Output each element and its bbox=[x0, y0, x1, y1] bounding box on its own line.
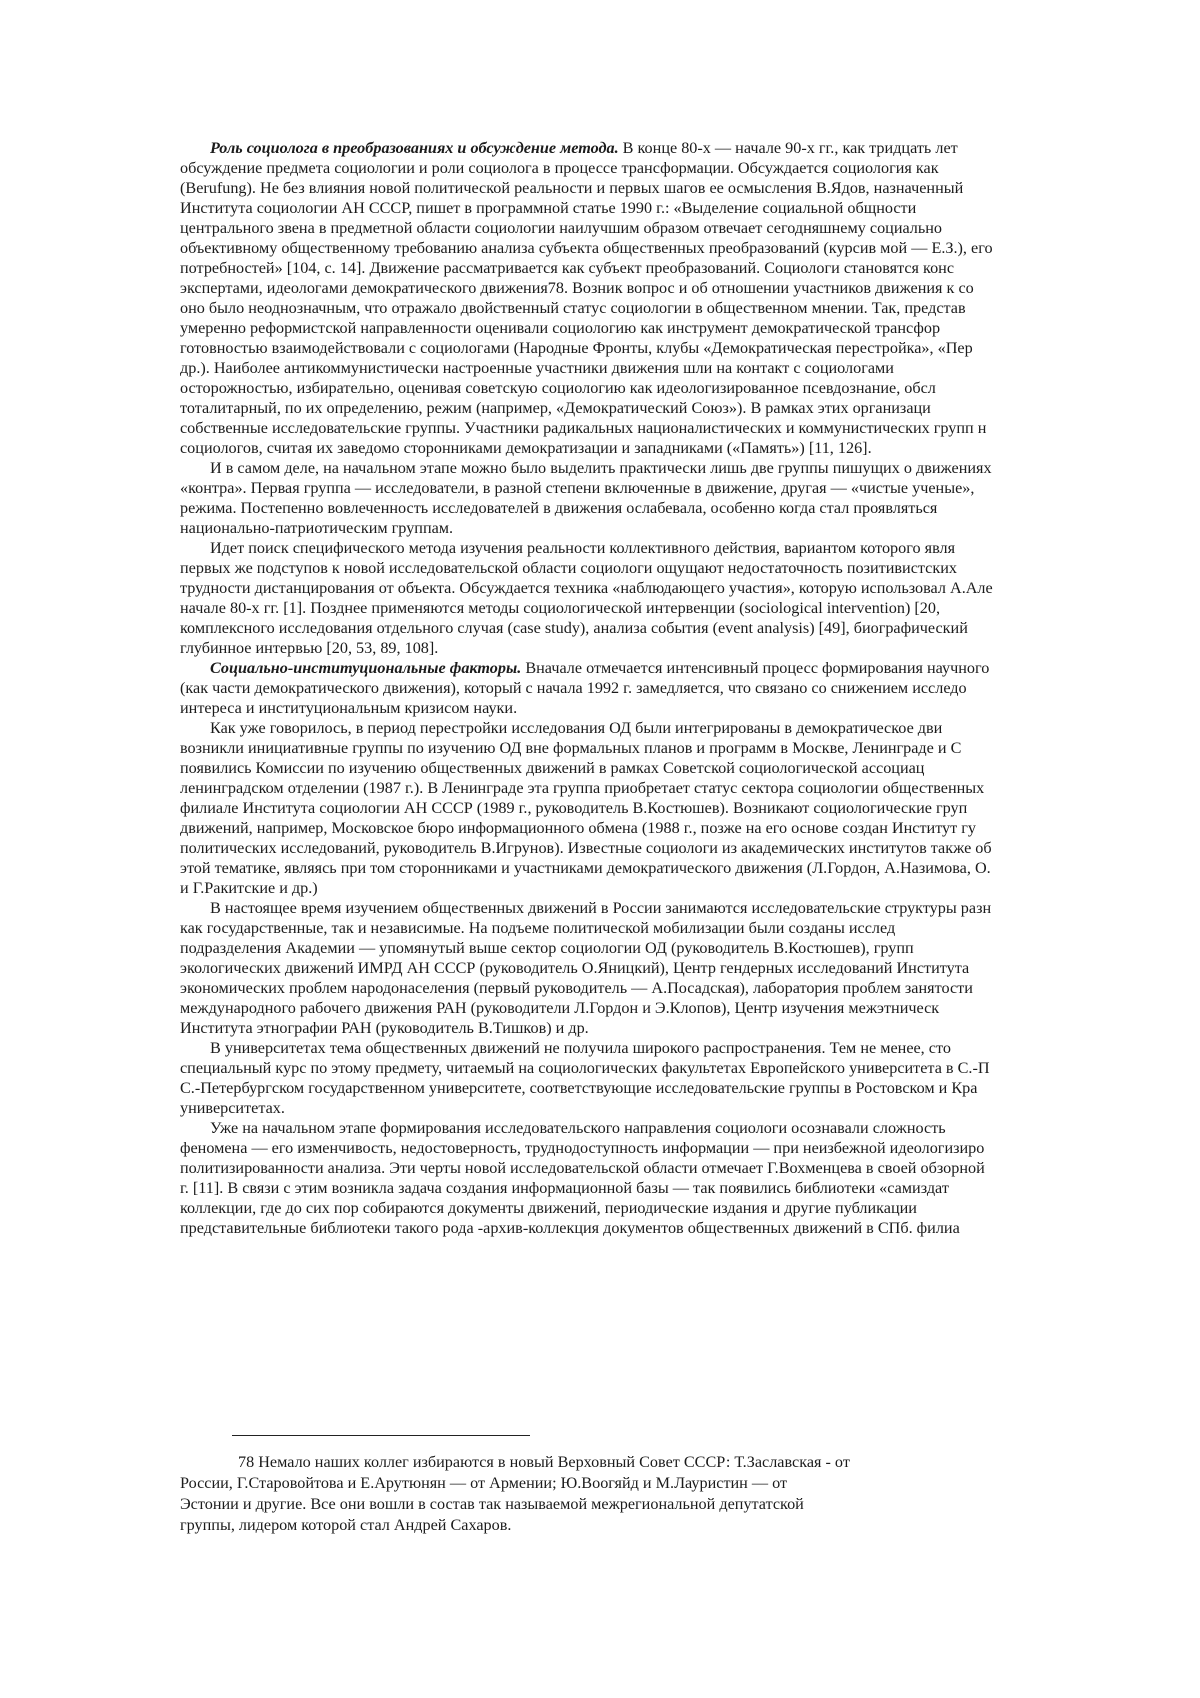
text-line: трудности дистанцирования от объекта. Обсуждается техника «наблюдающего участия», которую использовал А.Але bbox=[180, 579, 993, 597]
text-line: специальный курс по этому предмету, читаемый на социологических факультетах Европейского университета в С.-П bbox=[180, 1059, 990, 1077]
paragraph bbox=[180, 1038, 1195, 1118]
text-line: осторожностью, избирательно, оценивая советскую социологию как идеологизированное псевдознание, обсл bbox=[180, 379, 936, 397]
footnote-line: группы, лидером которой стал Андрей Сахаров. bbox=[180, 1516, 512, 1534]
paragraph bbox=[180, 718, 1195, 898]
text-line: обсуждение предмета социологии и роли социолога в процессе трансформации. Обсуждается социология как bbox=[180, 159, 939, 177]
paragraph-continuation bbox=[180, 158, 1195, 458]
text-line: возникли инициативные группы по изучению ОД вне формальных планов и программ в Москве, Ленинграде и С bbox=[180, 739, 962, 757]
footnote-line: 78 Немало наших коллег избираются в новый Верховный Совет СССР: Т.Заславская - от bbox=[238, 1453, 850, 1471]
text-line: Института социологии АН СССР, пишет в программной статье 1990 г.: «Выделение социальной общности bbox=[180, 199, 917, 217]
text-line: др.). Наиболее антикоммунистически настроенные участники движения шли на контакт с социологами bbox=[180, 359, 894, 377]
text-line: режима. Постепенно вовлеченность исследователей в движения ослабевала, особенно когда стал проявляться bbox=[180, 499, 938, 517]
section-heading: Социально-институциональные факторы. bbox=[210, 659, 522, 677]
text-line: феномена — его изменчивость, недостоверность, труднодоступность информации — при неизбежной идеологизиро bbox=[180, 1139, 985, 1157]
text-line: Уже на начальном этапе формирования исследовательского направления социологи осознавали сложность bbox=[210, 1119, 946, 1137]
text-line: политических исследований, руководитель В.Игрунов). Известные социологи из академических институтов также об bbox=[180, 839, 992, 857]
text-line: В настоящее время изучением общественных движений в России занимаются исследовательские структуры разн bbox=[210, 899, 992, 917]
text-line: «контра». Первая группа — исследователи, в разной степени включенные в движение, другая — «чистые ученые», bbox=[180, 479, 975, 497]
text-line: подразделения Академии — упомянутый выше сектор социологии ОД (руководитель В.Костюшев), групп bbox=[180, 939, 914, 957]
text-line: политизированности анализа. Эти черты новой исследовательской области отмечает Г.Вохменцева в своей обзорной bbox=[180, 1159, 985, 1177]
text-line: как государственные, так и независимые. На подъеме политической мобилизации были созданы исслед bbox=[180, 919, 896, 937]
text-line: И в самом деле, на начальном этапе можно было выделить практически лишь две группы пишущих о движениях bbox=[210, 459, 992, 477]
text-line: В университетах тема общественных движений не получила широкого распространения. Тем не менее, сто bbox=[210, 1039, 951, 1057]
text-line: оно было неоднозначным, что отражало двойственный статус социологии в общественном мнении. Так, представ bbox=[180, 299, 966, 317]
text-line: этой тематике, являясь при том сторонниками и участниками демократического движения (Л.Гордон, А.Назимова, О. bbox=[180, 859, 991, 877]
text-line: комплексного исследования отдельного случая (case study), анализа события (event analysis) [49], биографический bbox=[180, 619, 968, 637]
footnote-line: Эстонии и другие. Все они вошли в состав так называемой межрегиональной депутатской bbox=[180, 1495, 804, 1513]
text-line: университетах. bbox=[180, 1099, 285, 1117]
paragraph-continuation bbox=[180, 678, 1195, 718]
paragraph bbox=[180, 898, 1195, 1038]
text-line: объективному общественному требованию анализа субъекта общественных преобразований (курсив мой — Е.З.), его bbox=[180, 239, 993, 257]
text-line: Как уже говорилось, в период перестройки исследования ОД были интегрированы в демократическое дви bbox=[210, 719, 943, 737]
text-line: интереса и институциональным кризисом науки. bbox=[180, 699, 518, 717]
paragraph bbox=[180, 538, 1195, 658]
text-line: ленинградском отделении (1987 г.). В Ленинграде эта группа приобретает статус сектора социологии общественных bbox=[180, 779, 985, 797]
text-line: коллекции, где до сих пор собираются документы движений, периодические издания и другие публикации bbox=[180, 1199, 917, 1217]
text-line: первых же подступов к новой исследовательской области социологи ощущают недостаточность позитивистских bbox=[180, 559, 957, 577]
text-line: Идет поиск специфического метода изучения реальности коллективного действия, вариантом которого явля bbox=[210, 539, 956, 557]
footnote bbox=[180, 1452, 1028, 1536]
text-line: экологических движений ИМРД АН СССР (руководитель О.Яницкий), Центр гендерных исследований Института bbox=[180, 959, 970, 977]
paragraph bbox=[180, 458, 1195, 538]
paragraph: Социально-институциональные факторы. Вначале отмечается интенсивный процесс формирования научного bbox=[210, 659, 990, 677]
footnote-divider bbox=[232, 1435, 530, 1436]
text-line: С.-Петербургском государственном университете, соответствующие исследовательские группы в Ростовском и Кра bbox=[180, 1079, 978, 1097]
text-line: представительные библиотеки такого рода -архив-коллекция документов общественных движений в СПб. филиа bbox=[180, 1219, 960, 1237]
text-line: умеренно реформистской направленности оценивали социологию как инструмент демократической трансфор bbox=[180, 319, 941, 337]
text-line: глубинное интервью [20, 53, 89, 108]. bbox=[180, 639, 439, 657]
text-line: и Г.Ракитские и др.) bbox=[180, 879, 318, 897]
text-line: появились Комиссии по изучению общественных движений в рамках Советской социологической ассоциац bbox=[180, 759, 925, 777]
paragraph: Роль социолога в преобразованиях и обсуждение метода. В конце 80-х — начале 90-х гг., как тридцать лет bbox=[210, 139, 958, 157]
text-line: собственные исследовательские группы. Участники радикальных националистических и коммунистических групп н bbox=[180, 419, 987, 437]
text-line: начале 80-х гг. [1]. Позднее применяются методы социологической интервенции (sociological intervention) [20, bbox=[180, 599, 941, 617]
text-line: (как части демократического движения), который с начала 1992 г. замедляется, что связано со снижением исследо bbox=[180, 679, 967, 697]
text-line: национально-патриотическим группам. bbox=[180, 519, 454, 537]
text-line: Института этнографии РАН (руководитель В.Тишков) и др. bbox=[180, 1019, 589, 1037]
section-heading: Роль социолога в преобразованиях и обсуждение метода. bbox=[210, 139, 619, 157]
text-line: г. [11]. В связи с этим возникла задача создания информационной базы — так появились библиотеки «самиздат bbox=[180, 1179, 949, 1197]
text-line: социологов, считая их заведомо сторонниками демократизации и западниками («Память») [11, 126]. bbox=[180, 439, 872, 457]
text-line: тоталитарный, по их определению, режим (например, «Демократический Союз»). В рамках этих организаци bbox=[180, 399, 931, 417]
text-line: экономических проблем народонаселения (первый руководитель — А.Посадская), лаборатория проблем занятости bbox=[180, 979, 973, 997]
paragraph bbox=[180, 1118, 1195, 1238]
text-line: экспертами, идеологами демократического движения78. Возник вопрос и об отношении участников движения к со bbox=[180, 279, 974, 297]
main-text bbox=[180, 138, 1195, 1400]
footnote-line: России, Г.Старовойтова и Е.Арутюнян — от Армении; Ю.Воогяйд и М.Лауристин — от bbox=[180, 1474, 788, 1492]
text-line: филиале Института социологии АН СССР (1989 г., руководитель В.Костюшев). Возникают социологические груп bbox=[180, 799, 968, 817]
text-line: центрального звена в предметной области социологии наилучшим образом отвечает сегодняшнему социально bbox=[180, 219, 943, 237]
text-line: готовностью взаимодействовали с социологами (Народные Фронты, клубы «Демократическая перестройка», «Пер bbox=[180, 339, 973, 357]
text-line: (Berufung). Не без влияния новой политической реальности и первых шагов ее осмысления В.Ядов, назначенный bbox=[180, 179, 964, 197]
text-line: потребностей» [104, с. 14]. Движение рассматривается как субъект преобразований. Социологи становятся конс bbox=[180, 259, 955, 277]
text-line: движений, например, Московское бюро информационного обмена (1988 г., позже на его основе создан Институт гу bbox=[180, 819, 976, 837]
text-line: международного рабочего движения РАН (руководители Л.Гордон и Э.Клопов), Центр изучения межэтническ bbox=[180, 999, 940, 1017]
